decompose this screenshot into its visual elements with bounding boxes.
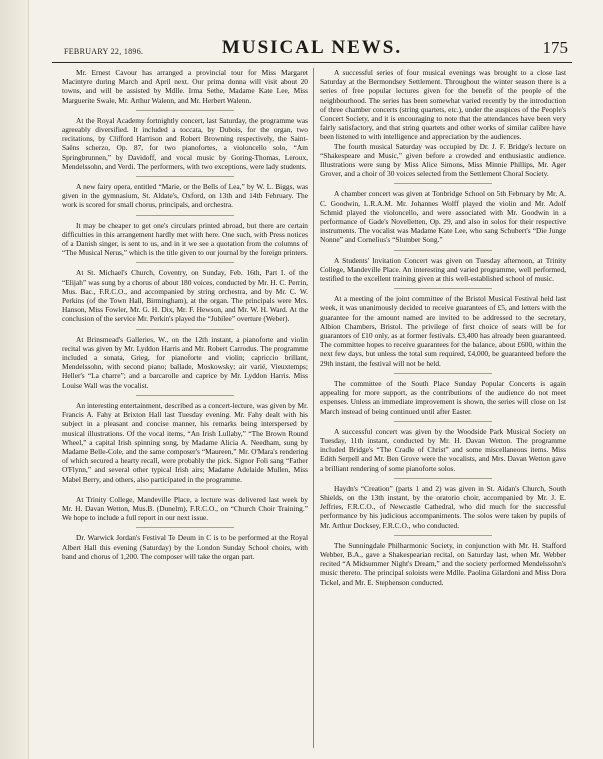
news-item-concert-lecture: An interesting entertainment, described as a concert-lecture, was given by Mr. Francis A. Fahy at Brixton Hall last Tuesday evening. Mr. Fahy dealt with his subject in a pleasant and concise manner, his remarks being interspersed by musical illustrations. Of the vocal items, “An Irish Lullaby,” “The Brown Round Wheel,” a capital Irish spinning song, by Madame Alicia A. Needham, sung by Madame Belle-Cole, and the same composer's “Maureen,” Mr. O'Mara's rendering of which secured a hearty recall, were probably the pick. Signor Foli sang “Father O'Flynn,” and several other typical Irish airs; Madame Adelaide Mullen, Miss Mabel Berry, and others, also participated in the programme. [62, 400, 308, 484]
news-item-bristol-festival: At a meeting of the joint committee of the Bristol Musical Festival held last week, it was unanimously decided to receive guarantees of £5, and letters with the guarantee for the amount named are invited to be addressed to the secretary, Albion Chambers, Bristol. The privilege of first choice of seats will be for guarantors of £10 only, as at former festivals. £3,400 has already been guaranteed. The committee hopes to receive guarantees for the balance, about £600, within the next few days, but unless the total sum required, £4,000, be guaranteed before the 29th instant, the festival will not be held. [320, 294, 566, 368]
item-separator [394, 183, 492, 184]
item-separator [136, 527, 234, 528]
news-item-woodside-park: A successful concert was given by the Woodside Park Musical Society on Tuesday, 11th instant, conducted by Mr. H. Davan Wetton. The programme included Bridge's “The Cradle of Christ” and some miscellaneous items. Miss Edith Serpell and Mr. Ben Grove were the vocalists, and Mrs. Davan Wetton gave a brilliant rendering of some pianoforte solos. [320, 426, 566, 473]
news-item-sunningdale: The Sunningdale Philharmonic Society, in conjunction with Mr. H. Stafford Webber, B.A., gave a Shakespearian recital, on Saturday last, when Mr. Webber recited “A Midsummer Night's Dream,” and the society performed Mendelssohn's music thereto. The principal soloists were Mdlle. Paolina Gilardoni and Miss Dora Tickel, and Mr. E. Stephenson conducted. [320, 540, 566, 587]
left-column [62, 68, 308, 748]
item-separator [136, 395, 234, 396]
article-columns [52, 68, 572, 748]
news-item-te-deum: Dr. Warwick Jordan's Festival Te Deum in C is to be performed at the Royal Albert Hall this evening (Saturday) by the London Sunday School choirs, with band and chorus of 1,200. The composer will take the organ part. [62, 533, 308, 561]
news-item-south-place: The committee of the South Place Sunday Popular Concerts is again appealing for more support, as the contributions of the audience do not meet expenses. Unless an immediate improvement is shown, the series will close on 1st March instead of being continued until after Easter. [320, 378, 566, 416]
item-separator [394, 478, 492, 479]
item-separator [394, 373, 492, 374]
news-item-tonbridge: A chamber concert was given at Tonbridge School on 5th February by Mr. A. C. Goodwin, L.R.A.M. Mr. Johannes Wolff played the violin and Mr. Adolf Schmid played the violoncello, and were associated with Mr. Goodwin in a performance of Gade's Novelletten, Op. 29, and also in solos for their respective instruments. The vocalist was Madame Kate Lee, who sang Schubert's “Die Junge Nonne” and Cornelius's “Slumber Song.” [320, 189, 566, 245]
item-separator [136, 215, 234, 216]
news-item-bridge-lecture: The fourth musical Saturday was occupied by Dr. J. F. Bridge's lecture on “Shakespeare and Music,” given before a crowded and enthusiastic audience. Illustrations were sung by Miss Alice Simons, Miss Minnie Phillips, Mr. Ager Grover, and a choir of 30 voices selected from the Settlement Choral Society. [320, 141, 566, 179]
right-column [320, 68, 566, 748]
news-item-fairy-opera: A new fairy opera, entitled “Marie, or the Bells of Lea,” by W. L. Biggs, was given in the gymnasium, St. Aldate's, Oxford, on 13th and 14th February. The work is scored for small chorus, principals, and orchestra. [62, 182, 308, 210]
newspaper-page [52, 36, 572, 751]
column-divider [313, 68, 314, 748]
binding-margin [0, 0, 29, 759]
masthead-title: MUSICAL NEWS. [221, 37, 403, 58]
item-separator [394, 535, 492, 536]
page-number: 175 [542, 38, 568, 57]
news-item-st-michaels: At St. Michael's Church, Coventry, on Sunday, Feb. 16th, Part I. of the “Elijah” was sung by a chorus of about 180 voices, conducted by Mr. H. C. Perrin, Mus. Bac., F.R.C.O., and accompanied by string orchestra, and by Mr. C. W. Perkins (of the Town Hall, Birmingham), at the organ. The principals were Mrs. Hanson, Miss Fowler, Mr. G. H. Dix, Mr. F. Hewson, and Mr. W. H. Ward. At the conclusion of the service Mr. Perkin's played the “Jubilee” overture (Weber). [62, 268, 308, 324]
item-separator [136, 176, 234, 177]
news-item-creation: Haydn's “Creation” (parts 1 and 2) was given in St. Aidan's Church, South Shields, on the 13th instant, by the oratorio choir, accompanied by Mr. J. E. Jeffries, F.R.C.O., of Newcastle Cathedral, who did much for the successful performance by his judicious accompaniments. The solos were taken by pupils of Mr. Arthur Docksey, F.R.C.O., who conducted. [320, 483, 566, 530]
news-item-royal-academy: At the Royal Academy fortnightly concert, last Saturday, the programme was agreeably diversified. It included a toccata, by Dubois, for the organ, two recitations, by Clifford Harrison and Robert Browning respectively, the Saint-Saëns scherzo, Op. 87, for two pianofortes, a violoncello solo, “Am Springbrunnen,” by Davidoff, and vocal music by Goring-Thomas, Leroux, Mendelssohn, and Verdi. The performers, with two exceptions, were lady students. [62, 115, 308, 171]
news-item-students-concert: A Students' Invitation Concert was given on Tuesday afternoon, at Trinity College, Mandeville Place. An interesting and varied programme, well performed, testified to the excellent training given at this well-established school of music. [320, 255, 566, 284]
item-separator [136, 110, 234, 111]
issue-date: FEBRUARY 22, 1896. [64, 47, 144, 56]
item-separator [136, 262, 234, 263]
item-separator [136, 489, 234, 490]
page-header [52, 36, 572, 63]
news-item-circulars: It may be cheaper to get one's circulars printed abroad, but there are certain difficulties in this arrangement hardly met with here. One such, with Press notices of a Danish singer, is sent to us, and in it we see a quotation from the columns of “The Musical Nerus,” which is the title given to our journal by the foreign printers. [62, 220, 308, 258]
news-item-brinsmead: At Brinsmead's Galleries, W., on the 12th instant, a pianoforte and violin recital was given by Mr. Lyddon Harris and Mr. Robert Carrodus. The programme included a sonata, Grieg, for pianoforte and violin; capriccio brillant, Mendelssohn, with second piano; ballade, Moskowsky; air varié, Vieuxtemps; Heller's “La charre”; and a barcarolle and caprice by Mr. Lyddon Harris. Miss Louise Wall was the vocalist. [62, 334, 308, 390]
news-item-cavour-tour: Mr. Ernest Cavour has arranged a provincial tour for Miss Margaret Macintyre during March and April next. Our prima donna will visit about 20 towns, and will be assisted by Mdlle. Irma Sethe, Madame Kate Lee, Miss Marguerite Swale, Mr. Arthur Walenn, and Mr. Herbert Walenn. [62, 68, 308, 105]
item-separator [136, 329, 234, 330]
item-separator [394, 421, 492, 422]
news-item-trinity-lecture: At Trinity College, Mandeville Place, a lecture was delivered last week by Mr. H. Davan Wetton, Mus.B. (Dunelm), F.R.C.O., on “Church Choir Training.” We hope to include a full report in our next issue. [62, 494, 308, 523]
item-separator [394, 288, 492, 289]
item-separator [394, 250, 492, 251]
news-item-bermondsey: A successful series of four musical evenings was brought to a close last Saturday at the Bermondsey Settlement. Throughout the winter season there is a series of free popular lectures given for the benefit of the people of the neighbourhood. The series has been somewhat varied recently by the introduction of three chamber concerts (string quartets, etc.), under the auspices of the People's Concert Society, and it is encouraging to note that the attendances have been very fairly satisfactory, and that string quartets and other works of similar calibre have been listened to with intelligence and appreciation by the audiences. [320, 68, 566, 142]
